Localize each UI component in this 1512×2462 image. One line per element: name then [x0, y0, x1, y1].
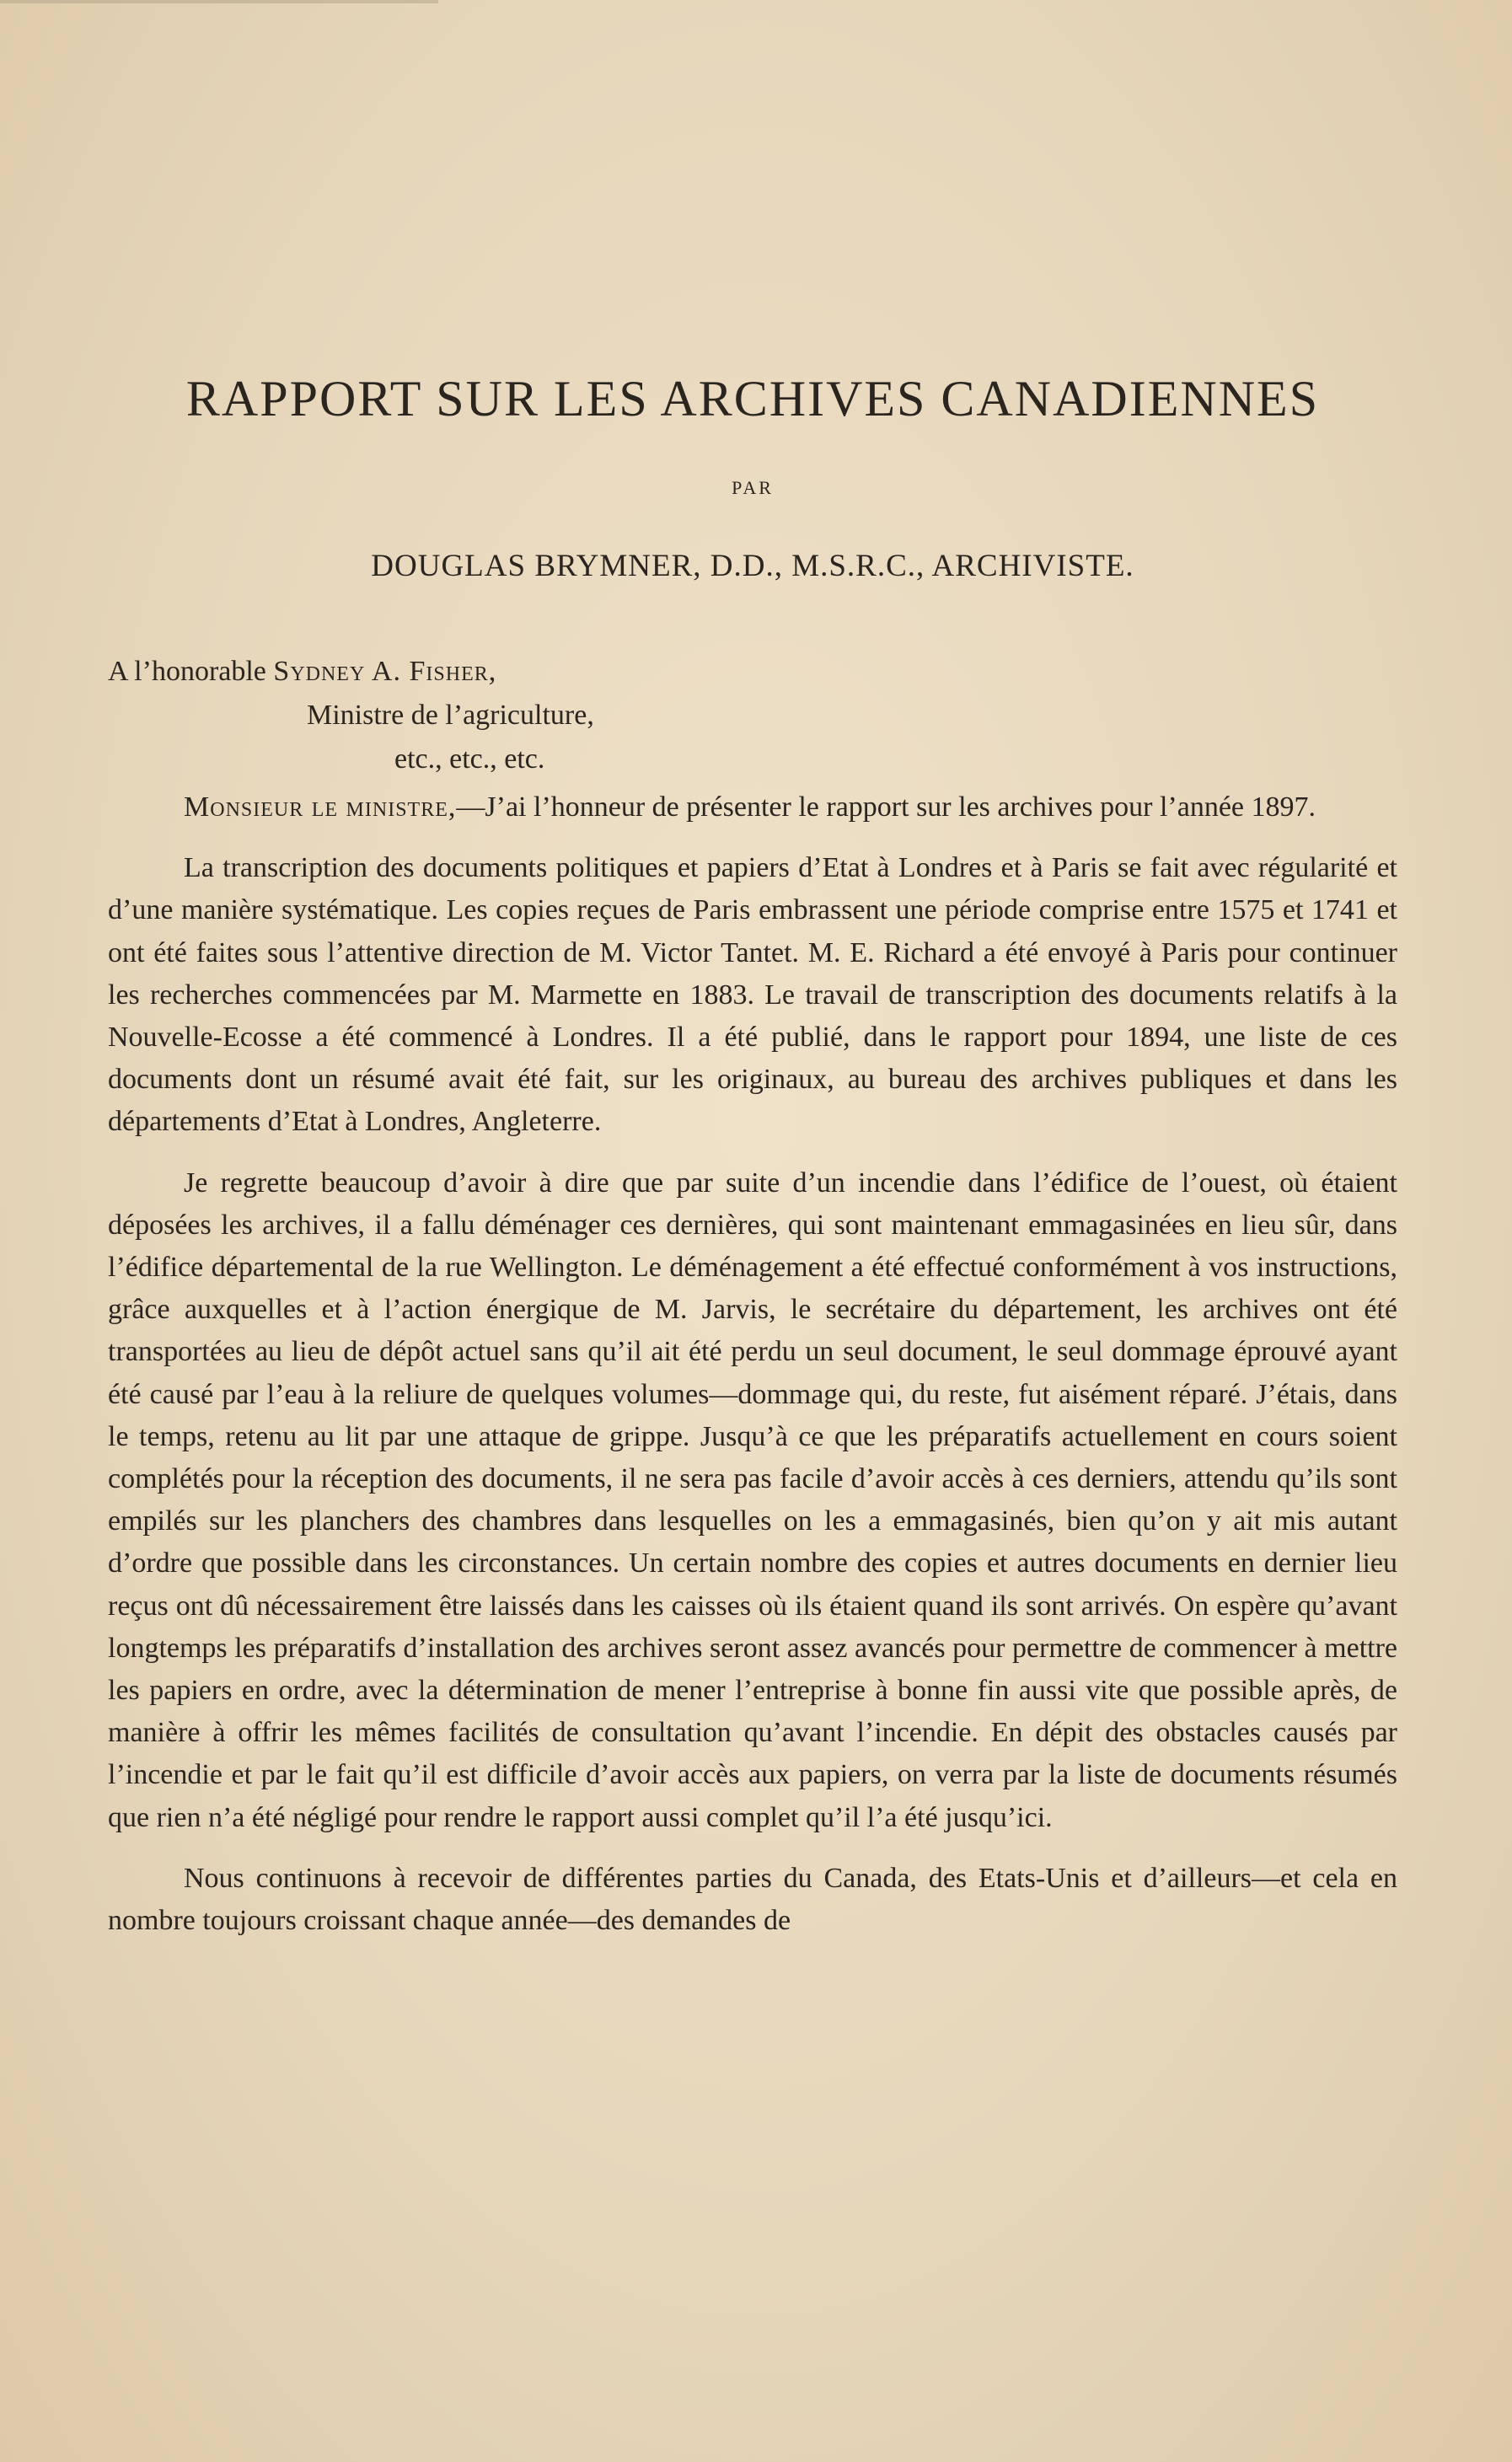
by-line: PAR	[732, 477, 774, 498]
address-line-recipient	[108, 650, 1397, 694]
address-line-etc: etc., etc., etc.	[394, 743, 545, 775]
page-content	[108, 371, 1397, 1960]
report-title: RAPPORT SUR LES ARCHIVES CANADIENNES	[185, 371, 1320, 426]
letter-body	[108, 786, 1397, 1942]
author-line: DOUGLAS BRYMNER, D.D., M.S.R.C., ARCHIVISTE.	[371, 549, 1134, 583]
address-block	[108, 650, 1397, 781]
paragraph-1-text: —J’ai l’honneur de présenter le rapport sur les archives pour l’année 1897.	[456, 791, 1316, 823]
paragraph-2: La transcription des documents politiques et papiers d’Etat à Londres et à Paris se fait avec régularité et d’une manière systématique. Les copies reçues de Paris embrassent une période comprise entre 1575 et 1741 et ont été faites sous l’attentive direction de M. Victor Tantet. M. E. Richard a été envoyé à Paris pour continuer les recherches commencées par M. Marmette en 1883. Le travail de transcription des documents relatifs à la Nouvelle-Ecosse a été commencé à Londres. Il a été publié, dans le rapport pour 1894, une liste de ces documents dont un résumé avait été fait, sur les originaux, au bureau des archives publiques et dans les départements d’Etat à Londres, Angleterre.	[108, 852, 1397, 1138]
top-edge-rule	[0, 0, 438, 3]
salutation: Monsieur le ministre,	[184, 791, 457, 823]
paragraph-4: Nous continuons à recevoir de différentes parties du Canada, des Etats-Unis et d’ailleurs—et cela en nombre toujours croissant chaque année—des demandes de	[108, 1862, 1397, 1937]
paragraph-3: Je regrette beaucoup d’avoir à dire que par suite d’un incendie dans l’édifice de l’ouest, où étaient déposées les archives, il a fallu déménager ces dernières, qui sont maintenant emmagasinées en lieu sûr, dans l’édifice départemental de la rue Wellington. Le déménagement a été effectué conformément à vos instructions, grâce auxquelles et à l’action énergique de M. Jarvis, le secrétaire du département, les archives ont été transportées au lieu de dépôt actuel sans qu’il ait été perdu un seul document, le seul dommage éprouvé ayant été causé par l’eau à la reliure de quelques volumes—dommage qui, du reste, fut aisément réparé. J’étais, dans le temps, retenu au lit par une attaque de grippe. Jusqu’à ce que les préparatifs actuellement en cours soient complétés pour la réception des documents, il ne sera pas facile d’avoir accès à ces derniers, attendu qu’ils sont empilés sur les planchers des chambres dans lesquelles on les a emmagasinés, bien qu’on y ait mis autant d’ordre que possible dans les circonstances. Un certain nombre des copies et autres documents en dernier lieu reçus ont dû nécessairement être laissés dans les caisses où ils étaient quand ils sont arrivés. On espère qu’avant longtemps les préparatifs d’installation des archives seront assez avancés pour permettre de commencer à mettre les papiers en ordre, avec la détermination de mener l’entreprise à bonne fin aussi vite que possible après, de manière à offrir les mêmes facilités de consultation qu’avant l’incendie. En dépit des obstacles causés par l’incendie et par le fait qu’il est difficile d’avoir accès aux papiers, on verra par la liste de documents résumés que rien n’a été négligé pour rendre le rapport aussi complet qu’il l’a été jusqu’ici.	[108, 1167, 1397, 1833]
paragraph-1	[108, 786, 1397, 829]
address-prefix: A l’honorable	[108, 656, 266, 687]
address-line-office: Ministre de l’agriculture,	[307, 700, 594, 731]
recipient-name: Sydney A. Fisher,	[273, 656, 497, 687]
